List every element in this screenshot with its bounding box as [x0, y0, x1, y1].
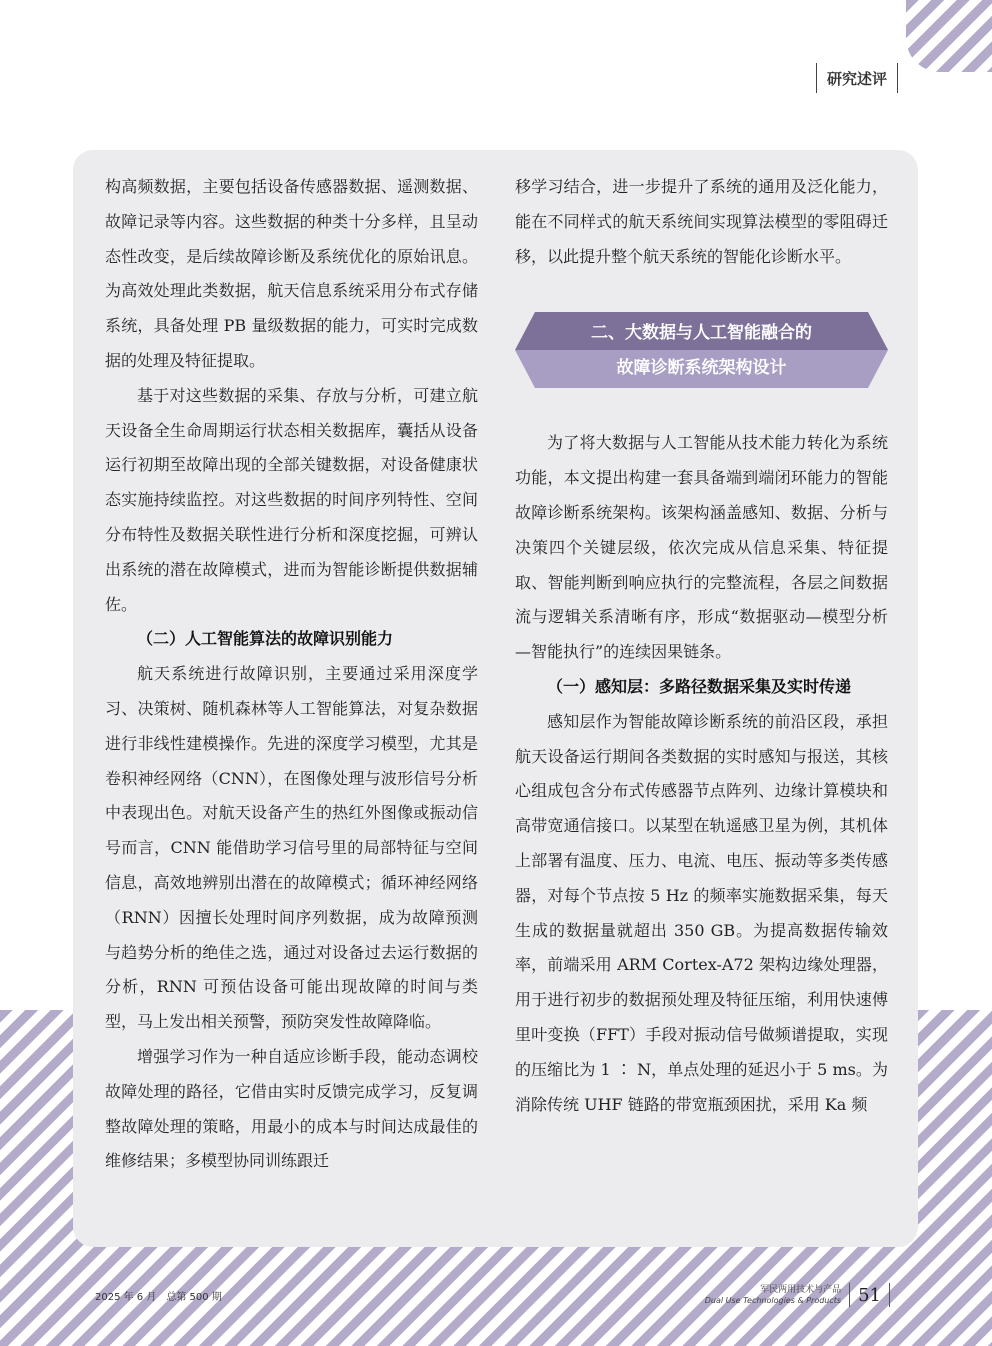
footer-magazine	[705, 1280, 898, 1310]
section-header	[816, 62, 898, 94]
header-divider-right	[897, 63, 898, 93]
magazine-title	[705, 1285, 841, 1306]
magazine-name-en: Dual Use Technologies & Products	[704, 1295, 842, 1305]
section-title-line1: 二、大数据与人工智能融合的	[591, 323, 812, 344]
left-column	[105, 170, 478, 1179]
magazine-name-zh: 军民两用技术与产品	[760, 1284, 842, 1295]
subsection-heading: （二）人工智能算法的故障识别能力	[137, 629, 394, 649]
subsection-heading: （一）感知层：多路径数据采集及实时传递	[547, 676, 852, 696]
paragraph: 航天系统进行故障识别，主要通过采用深度学习、决策树、随机森林等人工智能算法，对复杂数据进行非线性建模操作。先进的深度学习模型，尤其是卷积神经网络（CNN），在图像处理与波形信号分析中表现出色。对航天设备产生的热红外图像或振动信号而言，CNN 能借助学习信号里的局部特征与空间信息，高效地辨别出潜在的故障模式；循环神经网络（RNN）因擅长处理时间序列数据，成为故障预测与趋势分析的绝佳之选，通过对设备过去运行数据的分析，RNN 可预估设备可能出现故障的时间与类型，马上发出相关预警，预防突发性故障降临。	[105, 664, 478, 1032]
article-panel	[73, 150, 918, 1247]
footer-divider	[849, 1283, 850, 1307]
page-number: 51	[858, 1284, 881, 1306]
corner-stripe-decoration	[906, 0, 992, 72]
paragraph: 基于对这些数据的采集、存放与分析，可建立航天设备全生命周期运行状态相关数据库，囊括从设备运行初期至故障出现的全部关键数据，对设备健康状态实施持续监控。对这些数据的时间序列特性、空间分布特性及数据关联性进行分析和深度挖掘，可辨认出系统的潜在故障模式，进而为智能诊断提供数据辅佐。	[105, 385, 478, 614]
footer-divider	[889, 1283, 890, 1307]
section-label: 研究述评	[826, 69, 887, 88]
paragraph: 构高频数据，主要包括设备传感器数据、遥测数据、故障记录等内容。这些数据的种类十分多样，且呈动态性改变，是后续故障诊断及系统优化的原始讯息。为高效处理此类数据，航天信息系统采用分布式存储系统，具备处理 PB 量级数据的能力，可实时完成数据的处理及特征提取。	[105, 177, 478, 370]
section-title-banner	[515, 312, 888, 388]
right-column	[515, 170, 888, 1122]
paragraph: 为了将大数据与人工智能从技术能力转化为系统功能，本文提出构建一套具备端到端闭环能力的智能故障诊断系统架构。该架构涵盖感知、数据、分析与决策四个关键层级，依次完成从信息采集、特征提取、智能判断到响应执行的完整流程，各层之间数据流与逻辑关系清晰有序，形成“数据驱动—模型分析—智能执行”的连续因果链条。	[515, 433, 888, 662]
paragraph: 感知层作为智能故障诊断系统的前沿区段，承担航天设备运行期间各类数据的实时感知与报送，其核心组成包含分布式传感器节点阵列、边缘计算模块和高带宽通信接口。以某型在轨遥感卫星为例，其机体上部署有温度、压力、电流、电压、振动等多类传感器，对每个节点按 5 Hz 的频率实施数据采集，每天生成的数据量就超出 350 GB。为提高数据传输效率，前端采用 ARM Cortex-A72 架构边缘处理器，用于进行初步的数据预处理及特征压缩，利用快速傅里叶变换（FFT）手段对振动信号做频谱提取，实现的压缩比为 1 ∶ N，单点处理的延迟小于 5 ms。为消除传统 UHF 链路的带宽瓶颈困扰，采用 Ka 频	[515, 711, 888, 1114]
paragraph: 移学习结合，进一步提升了系统的通用及泛化能力，能在不同样式的航天系统间实现算法模型的零阻碍迁移，以此提升整个航天系统的智能化诊断水平。	[515, 177, 888, 266]
issue-info: 2025 年 6 月 总第 500 期	[95, 1292, 222, 1303]
paragraph: 增强学习作为一种自适应诊断手段，能动态调校故障处理的路径，它借由实时反馈完成学习，反复调整故障处理的策略，用最小的成本与时间达成最佳的维修结果；多模型协同训练跟迁	[105, 1046, 478, 1171]
section-title-line2: 故障诊断系统架构设计	[616, 358, 787, 379]
